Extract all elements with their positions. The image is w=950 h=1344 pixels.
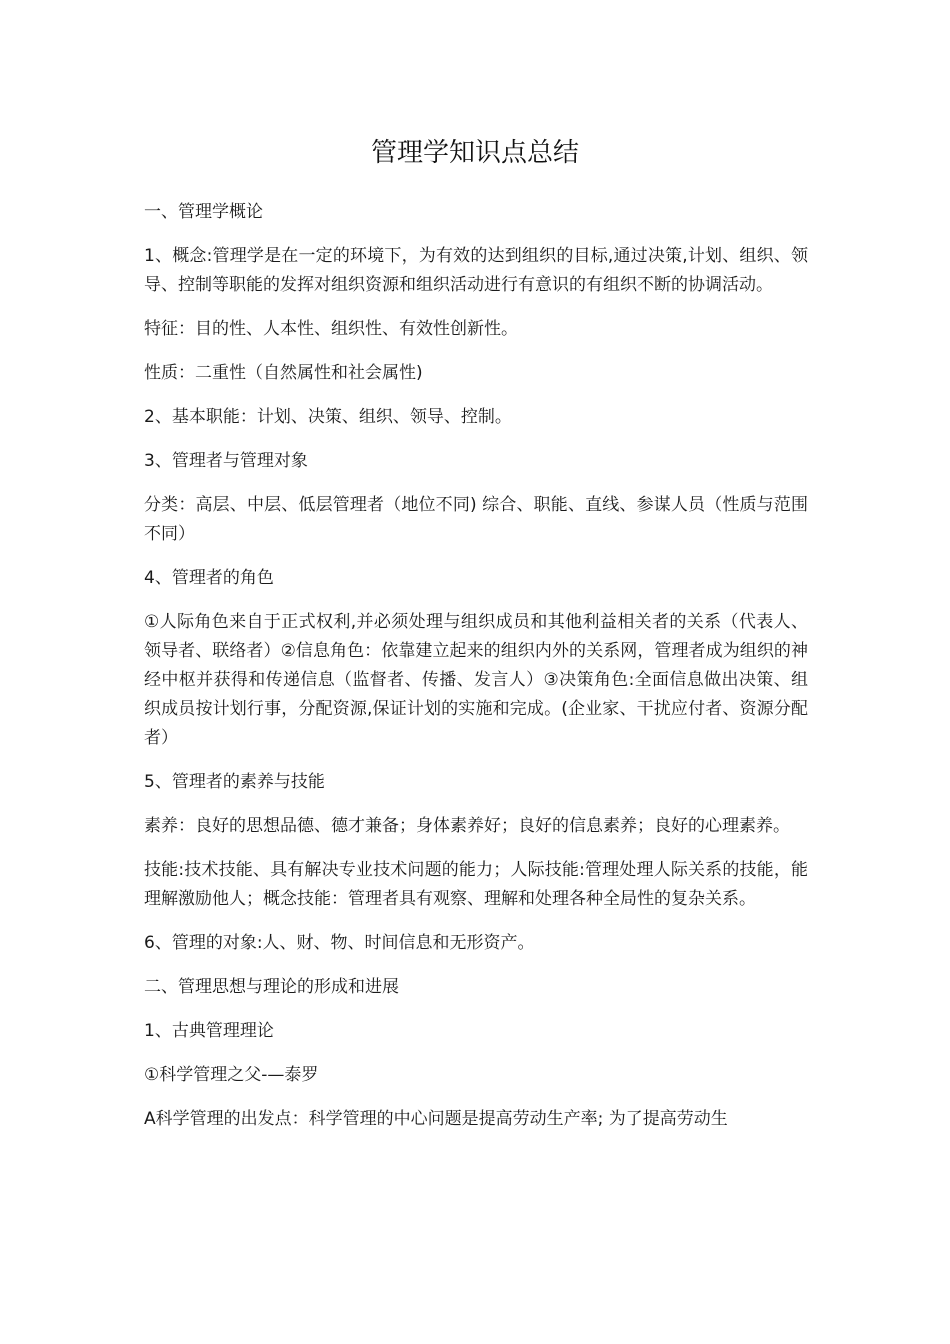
paragraph-skills: 技能:技术技能、具有解决专业技术问题的能力；人际技能:管理处理人际关系的技能，能理解激励他人；概念技能：管理者具有观察、理解和处理各种全局性的复杂关系。: [144, 860, 808, 909]
paragraph-roles: ①人际角色来自于正式权利,并必须处理与组织成员和其他利益相关者的关系（代表人、领导者、联络者）②信息角色：依靠建立起来的组织内外的关系网，管理者成为组织的神经中枢并获得和传递信息（监督者、传播、发言人）③决策角色:全面信息做出决策、组织成员按计划行事，分配资源,保证计划的实施和完成。(企业家、干扰应付者、资源分配者）: [144, 612, 808, 748]
section-heading-2: 二、管理思想与理论的形成和进展: [144, 977, 399, 997]
paragraph-features: 特征：目的性、人本性、组织性、有效性创新性。: [144, 319, 518, 339]
document-title: 管理学知识点总结: [370, 138, 579, 168]
paragraph-basic-functions: 2、基本职能：计划、决策、组织、领导、控制。: [144, 407, 512, 427]
paragraph-qualities: 素养：良好的思想品德、德才兼备；身体素养好；良好的信息素养；良好的心理素养。: [144, 816, 790, 836]
paragraph-concept: 1、概念:管理学是在一定的环境下，为有效的达到组织的目标,通过决策,计划、组织、领导、控制等职能的发挥对组织资源和组织活动进行有意识的有组织不断的协调活动。: [144, 246, 808, 295]
section-heading-1: 一、管理学概论: [144, 202, 263, 222]
document-body: [144, 198, 808, 1149]
paragraph-skills-heading: 5、管理者的素养与技能: [144, 772, 325, 792]
paragraph-classification: 分类：高层、中层、低层管理者（地位不同) 综合、职能、直线、参谋人员（性质与范围不同）: [144, 495, 808, 544]
paragraph-roles-heading: 4、管理者的角色: [144, 568, 274, 588]
paragraph-scientific-management: A科学管理的出发点：科学管理的中心问题是提高劳动生产率; 为了提高劳动生: [144, 1109, 728, 1129]
paragraph-nature: 性质：二重性（自然属性和社会属性): [144, 363, 423, 383]
paragraph-classical-theory: 1、古典管理理论: [144, 1021, 274, 1041]
paragraph-objects: 6、管理的对象:人、财、物、时间信息和无形资产。: [144, 933, 535, 953]
paragraph-managers-heading: 3、管理者与管理对象: [144, 451, 308, 471]
paragraph-taylor: ①科学管理之父-—泰罗: [144, 1065, 319, 1085]
